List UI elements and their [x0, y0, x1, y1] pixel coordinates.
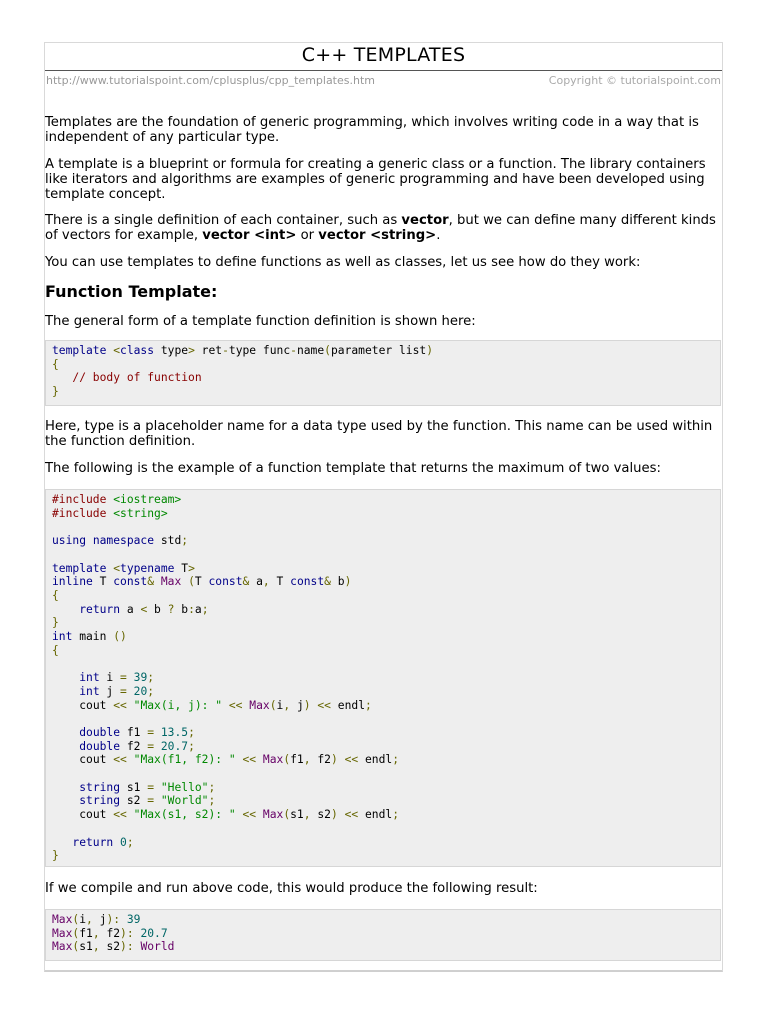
paragraph-usage: You can use templates to define functions as well as classes, let us see how do they work: — [45, 255, 641, 270]
page-title: C++ TEMPLATES — [301, 44, 466, 66]
code-block-general-form: template <class type> ret-type func-name(parameter list) { // body of function } — [45, 340, 721, 406]
code-block-output: Max(i, j): 39 Max(f1, f2): 20.7 Max(s1, s2): World — [45, 909, 721, 961]
paragraph-result-intro: If we compile and run above code, this would produce the following result: — [45, 881, 538, 896]
paragraph-placeholder: Here, type is a placeholder name for a data type used by the function. This name can be used within the function definition. — [45, 419, 713, 449]
copyright-notice: Copyright © tutorialspoint.com — [548, 74, 721, 87]
paragraph-container: There is a single definition of each container, such as vector, but we can define many different kinds of vectors for example, vector <int> or vector <string>. — [45, 213, 716, 243]
title-divider — [45, 70, 722, 71]
source-url[interactable]: http://www.tutorialspoint.com/cplusplus/cpp_templates.htm — [46, 74, 375, 87]
paragraph-example-intro: The following is the example of a function template that returns the maximum of two values: — [45, 461, 661, 476]
paragraph-general-form: The general form of a template function definition is shown here: — [45, 314, 476, 329]
paragraph-blueprint: A template is a blueprint or formula for creating a generic class or a function. The library containers like iterators and algorithms are examples of generic programming and have been developed using template concept. — [45, 157, 706, 202]
document-page — [44, 42, 723, 972]
paragraph-intro: Templates are the foundation of generic programming, which involves writing code in a way that is independent of any particular type. — [45, 115, 699, 145]
footer-divider — [45, 970, 722, 971]
code-block-max-example: #include <iostream> #include <string> using namespace std; template <typename T> inline T const& Max (T const& a, T const& b) { return a < b ? b:a; } int main () { int i = 39; int j = 20; cout << "Max(i, j): " << Max(i, j) << endl; double f1 = 13.5; double f2 = 20.7; cout << "Max(f1, f2): " << Max(f1, f2) << endl; string s1 = "Hello"; string s2 = "World"; cout << "Max(s1, s2): " << Max(s1, s2) << endl; return 0; } — [45, 489, 721, 867]
section-heading-function-template: Function Template: — [45, 282, 218, 301]
